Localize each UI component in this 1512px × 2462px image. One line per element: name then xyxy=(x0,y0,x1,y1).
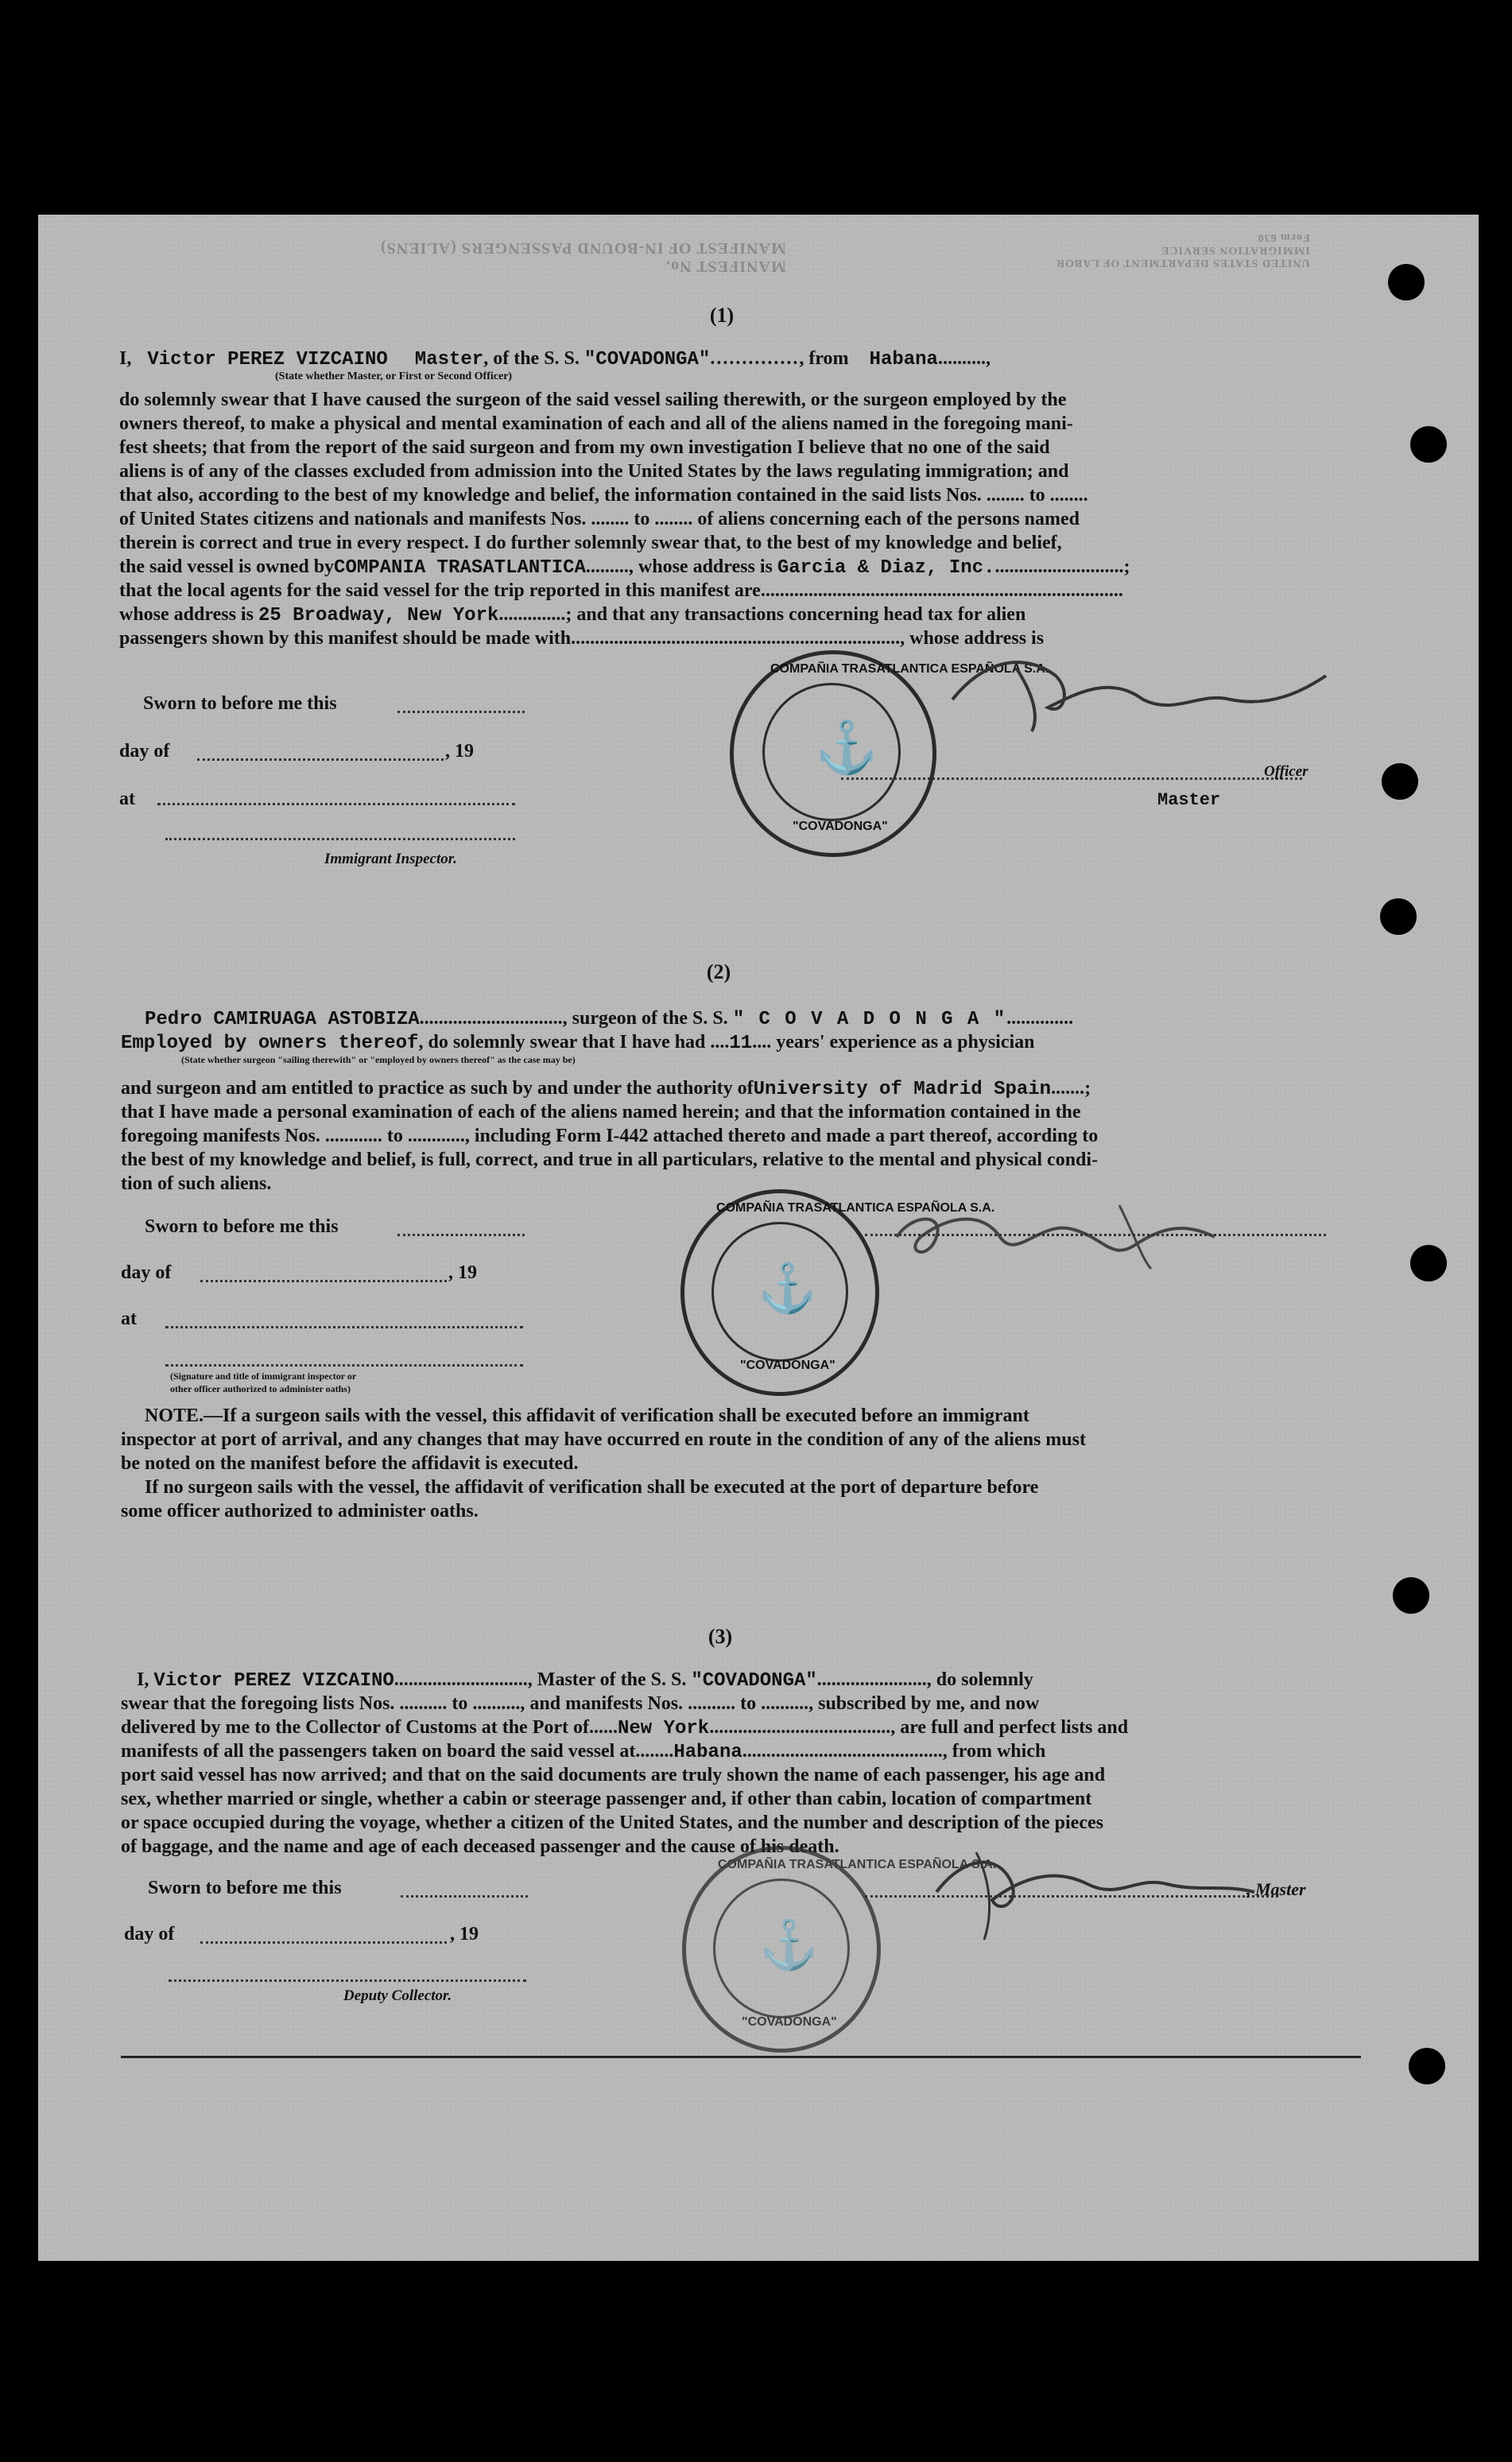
at-label-1: at xyxy=(119,789,135,809)
day-field-3 xyxy=(200,1941,447,1944)
inspector-sig-1 xyxy=(165,838,515,840)
year-label-2: , 19 xyxy=(448,1262,477,1283)
whose-post-text: ; and that any transactions concerning head tax for alien xyxy=(565,604,1026,625)
faded-header-right xyxy=(1056,231,1310,269)
seal-vessel-text: "COVADONGA" xyxy=(793,820,888,833)
surgeon-name: Pedro CAMIRUAGA ASTOBIZA xyxy=(145,1009,420,1030)
sworn-field-1 xyxy=(397,711,525,713)
passengers-post-text: , whose address is xyxy=(900,628,1045,649)
section-3-oath-line: I, Victor PEREZ VIZCAINO............................, Master of the S. S. "COVADONGA"......................., do solemnly xyxy=(137,1669,1033,1692)
body-line: sex, whether married or single, whether a cabin or steerage passenger and, if other than cabin, location of compartment xyxy=(121,1789,1092,1809)
surgeon-line: Pedro CAMIRUAGA ASTOBIZA.............................., surgeon of the S. S. " C O V A D O N G A ".............. xyxy=(145,1008,1074,1030)
surgeon-sig-line xyxy=(865,1234,1326,1236)
master-title: Master xyxy=(414,349,484,370)
years-experience: 11 xyxy=(729,1033,753,1054)
solemnly-text: , do solemnly xyxy=(926,1669,1033,1690)
body-line: or space occupied during the voyage, whether a citizen of the United States, and the number and description of the pieces xyxy=(121,1813,1103,1833)
punch-hole xyxy=(1380,898,1417,935)
surgeon-employment: Employed by owners thereof xyxy=(121,1033,419,1054)
officer-label: Officer xyxy=(1264,763,1308,780)
master-name-3: Victor PEREZ VIZCAINO xyxy=(153,1670,394,1692)
body-line: aliens is of any of the classes excluded from admission into the United States by the laws regulating immigration; and xyxy=(119,461,1069,482)
anchor-icon: ⚓ xyxy=(758,1262,817,1315)
body-line: tion of such aliens. xyxy=(121,1173,272,1194)
seal-ring-text: COMPAÑIA TRASATLANTICA ESPAÑOLA S.A. xyxy=(718,1858,997,1871)
surgeon-note: (State whether surgeon "sailing therewith" or "employed by owners thereof" as the case may be) xyxy=(181,1054,576,1065)
swear-text: , do solemnly swear that I have had xyxy=(418,1032,706,1053)
anchor-icon: ⚓ xyxy=(759,1919,819,1972)
master-signature-3 xyxy=(929,1836,1262,1948)
day-of-label-3: day of xyxy=(124,1924,175,1944)
body-line: fest sheets; that from the report of the said surgeon and from my own investigation I believe that no one of the said xyxy=(119,437,1050,458)
punch-hole xyxy=(1393,1577,1429,1614)
faded-header-line: UNITED STATES DEPARTMENT OF LABOR xyxy=(1056,257,1310,269)
body-line: of United States citizens and nationals and manifests Nos. ........ to ........ of aliens concerning each of the persons named xyxy=(119,509,1080,529)
owned-pre-text: the said vessel is owned by xyxy=(119,556,335,577)
collector-sig-line xyxy=(169,1979,526,1982)
body-line: that I have made a personal examination of each of the aliens named herein; and that the information contained in the xyxy=(121,1102,1081,1122)
authority-pre-text: and surgeon and am entitled to practice as such by and under the authority of xyxy=(121,1078,754,1099)
punch-hole xyxy=(1410,426,1447,463)
owner-line: the said vessel is owned byCOMPANIA TRASATLANTICA........., whose address is Garcia & Diaz, Inc............................; xyxy=(119,556,1130,579)
year-label-3: , 19 xyxy=(450,1924,479,1944)
authority-line: and surgeon and am entitled to practice as such by and under the authority ofUniversity of Madrid Spain.......; xyxy=(121,1078,1091,1100)
passengers-text: passengers shown by this manifest should be made with xyxy=(119,628,572,649)
vessel-name-2: " C O V A D O N G A " xyxy=(732,1009,1007,1030)
faded-header-line: IMMIGRATION SERVICE xyxy=(1161,244,1310,256)
body-line: do solemnly swear that I have caused the surgeon of the said vessel sailing therewith, or the surgeon employed by the xyxy=(119,390,1067,410)
sworn-field-2 xyxy=(397,1234,525,1236)
master-stamp-1: Master xyxy=(1157,790,1221,810)
year-label-1: , 19 xyxy=(445,741,474,762)
faded-header-left xyxy=(380,238,786,275)
day-of-label-1: day of xyxy=(119,741,170,762)
master-label-3: , Master xyxy=(1246,1879,1306,1899)
officer-sig-line xyxy=(841,777,1302,780)
deputy-collector-label: Deputy Collector. xyxy=(343,1987,452,2004)
inspector-sig-2 xyxy=(165,1364,523,1367)
sworn-label-3: Sworn to before me this xyxy=(148,1878,342,1898)
seal-ring-text: COMPAÑIA TRASATLANTICA ESPAÑOLA S.A. xyxy=(770,662,1049,676)
at-label-2: at xyxy=(121,1309,137,1329)
body-line: of baggage, and the name and age of each deceased passenger and the cause of his death. xyxy=(121,1836,839,1857)
section-3-number: (3) xyxy=(708,1625,733,1648)
comma-text: , xyxy=(985,348,991,369)
manifest-page xyxy=(38,215,1479,2261)
punch-hole xyxy=(1388,264,1425,300)
surgeon-signature xyxy=(881,1189,1246,1277)
departure-port: Habana xyxy=(869,349,938,370)
agents-text: that the local agents for the said vessel for the trip reported in this manifest are xyxy=(119,580,761,601)
day-field-2 xyxy=(200,1280,447,1282)
employed-line: Employed by owners thereof, do solemnly swear that I have had ....11.... years' experience as a physician xyxy=(121,1032,1035,1054)
agents-line: that the local agents for the said vessel for the trip reported in this manifest are............................................................................ xyxy=(119,580,1123,601)
faded-header-line: Form 630 xyxy=(1257,231,1310,243)
port-pre-text: delivered by me to the Collector of Customs at the Port of xyxy=(121,1717,589,1738)
owned-mid-text: , whose address is xyxy=(628,556,773,577)
agent-address: 25 Broadway, New York xyxy=(258,605,499,626)
faded-header-line: MANIFEST No. xyxy=(665,258,786,275)
boarding-port: Habana xyxy=(673,1742,742,1763)
body-line: owners thereof, to make a physical and mental examination of each and all of the aliens named in the foregoing mani- xyxy=(119,413,1073,434)
licensing-authority: University of Madrid Spain xyxy=(753,1079,1052,1100)
owner-address: Garcia & Diaz, Inc. xyxy=(777,557,995,579)
of-ss-text: , of the S. S. xyxy=(483,348,580,369)
punch-hole xyxy=(1382,763,1418,800)
immigrant-inspector-label: Immigrant Inspector. xyxy=(324,851,457,867)
boarding-post-text: , from which xyxy=(942,1741,1046,1762)
boarding-pre-text: manifests of all the passengers taken on board the said vessel at xyxy=(121,1741,636,1762)
company-seal-3 xyxy=(682,1846,997,2053)
section-2-number: (2) xyxy=(706,960,731,983)
seal-ring-text: COMPAÑIA TRASATLANTICA ESPAÑOLA S.A. xyxy=(716,1201,995,1215)
vessel-name: "COVADONGA" xyxy=(583,349,711,370)
punch-hole xyxy=(1409,2048,1445,2084)
surgeon-of-text: , surgeon of the S. S. xyxy=(562,1008,728,1029)
day-field-1 xyxy=(197,758,444,761)
passengers-line: passengers shown by this manifest should be made with....................................................................., whose address is xyxy=(119,628,1045,649)
note-line: NOTE.—If a surgeon sails with the vessel, this affidavit of verification shall be executed before an immigrant xyxy=(145,1405,1029,1426)
pronoun-text: I, xyxy=(119,348,132,369)
vessel-owner: COMPANIA TRASATLANTICA xyxy=(334,557,586,579)
seal-vessel-text: "COVADONGA" xyxy=(740,1359,835,1372)
bottom-rule xyxy=(121,2056,1361,2058)
note-line: be noted on the manifest before the affidavit is executed. xyxy=(121,1453,579,1474)
body-line: port said vessel has now arrived; and that on the said documents are truly shown the name of each passenger, his age and xyxy=(121,1765,1106,1785)
master-name: Victor PEREZ VIZCAINO xyxy=(147,349,388,370)
port-line: delivered by me to the Collector of Customs at the Port of......New York......................................, are full and perfect lists and xyxy=(121,1717,1129,1739)
lists-line: swear that the foregoing lists Nos. .......... to .........., and manifests Nos. .......... to .........., subscribed by me, and now xyxy=(121,1693,1040,1714)
company-seal-2 xyxy=(680,1189,995,1396)
body-line: therein is correct and true in every respect. I do further solemnly swear that, to the best of my knowledge and belief, xyxy=(119,533,1062,553)
years-post-text: years' experience as a physician xyxy=(776,1032,1035,1053)
note-line: inspector at port of arrival, and any changes that may have occurred en route in the condition of any of the aliens must xyxy=(121,1429,1086,1450)
note-line: some officer authorized to administer oaths. xyxy=(121,1501,479,1522)
sig-note-line: (Signature and title of immigrant inspector or xyxy=(170,1371,357,1382)
master-of-text: , Master of the S. S. xyxy=(527,1669,687,1690)
note-line: If no surgeon sails with the vessel, the affidavit of verification shall be executed at the port of departure before xyxy=(145,1477,1039,1498)
anchor-icon: ⚓ xyxy=(815,719,878,776)
section-1-number: (1) xyxy=(709,304,735,327)
master-signature-1 xyxy=(936,644,1334,739)
section-1-oath-line: I, Victor PEREZ VIZCAINO Master, of the S. S. "COVADONGA".............., from Habana.........., xyxy=(119,348,991,370)
sworn-label-2: Sworn to before me this xyxy=(145,1216,339,1237)
body-line: foregoing manifests Nos. ............ to ............, including Form I-442 attached thereto and made a part thereof, according to xyxy=(121,1126,1099,1146)
arrival-port: New York xyxy=(617,1718,710,1739)
section-1-officer-note: (State whether Master, or First or Second Officer) xyxy=(275,370,513,382)
agent-address-line: whose address is 25 Broadway, New York..............; and that any transactions concerning head tax for alien xyxy=(119,604,1026,626)
day-of-label-2: day of xyxy=(121,1262,172,1283)
whose-pre-text: whose address is xyxy=(119,604,254,625)
at-field-1 xyxy=(157,803,515,805)
from-text: , from xyxy=(799,348,849,369)
sworn-label-1: Sworn to before me this xyxy=(143,693,337,714)
at-field-2 xyxy=(165,1326,523,1328)
body-line: the best of my knowledge and belief, is full, correct, and true in all particulars, relative to the mental and physical condi- xyxy=(121,1150,1099,1170)
port-post-text: , are full and perfect lists and xyxy=(890,1717,1129,1738)
vessel-name-3: "COVADONGA" xyxy=(691,1670,817,1692)
sig-note-line: other officer authorized to administer oaths) xyxy=(170,1383,351,1394)
company-seal-1 xyxy=(730,650,1049,857)
faded-header-line: MANIFEST OF IN-BOUND PASSENGERS (ALIENS) xyxy=(380,239,786,257)
sworn-field-3 xyxy=(401,1895,528,1898)
boarding-line: manifests of all the passengers taken on board the said vessel at........Habana.........................................., from which xyxy=(121,1741,1046,1763)
seal-vessel-text: "COVADONGA" xyxy=(742,2015,837,2029)
body-line: that also, according to the best of my knowledge and belief, the information contained in the said lists Nos. ........ to ........ xyxy=(119,485,1088,506)
pronoun-text: I, xyxy=(137,1669,149,1690)
punch-hole xyxy=(1410,1245,1447,1281)
